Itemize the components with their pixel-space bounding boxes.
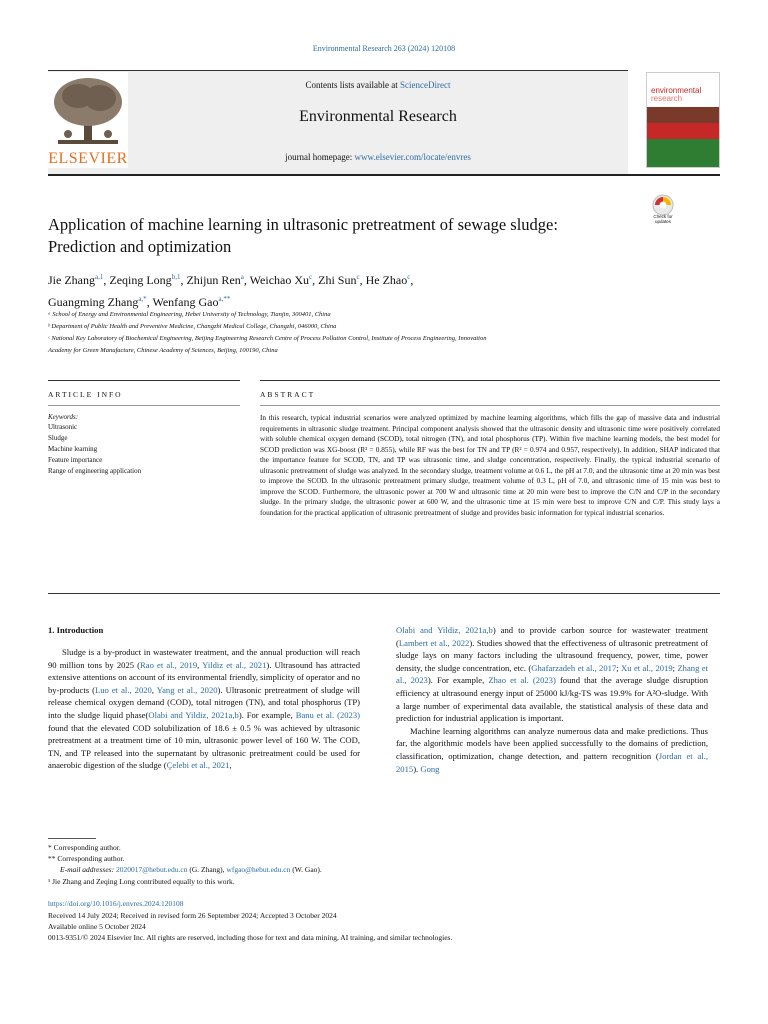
author-name[interactable]: He Zhao <box>365 273 408 287</box>
citation-link[interactable]: Lambert et al., 2022 <box>398 637 470 648</box>
citation-link[interactable]: Zhao et al. (2023) <box>488 675 556 686</box>
body-text: ). Studies showed that the effectiveness of ultrasonic pretreatment of sludge lays on many factors including the ultrasound frequency, power, time, power density, the sludge concentration, etc. ( <box>396 637 708 673</box>
author-name[interactable]: Wenfang Gao <box>152 295 219 309</box>
keywords-label: Keywords: <box>48 413 79 421</box>
citation-link[interactable]: Gong <box>420 763 440 774</box>
article-info-top-rule <box>48 380 240 381</box>
header-top-rule <box>48 70 628 71</box>
received-dates: Received 14 July 2024; Received in revised form 26 September 2024; Accepted 3 October 2024 <box>48 911 337 920</box>
author-separator: , <box>146 295 153 309</box>
author-separator: , <box>243 273 250 287</box>
intro-paragraph-2 <box>396 725 708 775</box>
body-text: , <box>151 684 157 695</box>
journal-name: Environmental Research <box>299 108 457 125</box>
author-affiliation-marker[interactable]: c <box>356 273 360 281</box>
author-name[interactable]: Weichao Xu <box>249 273 310 287</box>
citation-link[interactable]: Olabi and Yildiz, 2021a,b <box>396 625 493 635</box>
author-name[interactable]: Zhi Sun <box>318 273 357 287</box>
citation-link[interactable]: Jordan et al., 2015 <box>396 750 708 774</box>
body-text: found that the elevated COD solubilization of 18.6 ± 0.5 % was achieved by ultrasonic pretreatment at a treatment time of 10 min, ultrasonic power level of 160 W. The COD, TN, and TP released into the supernatant by ultrasonic pretreatment could be used for anaerobic digestion of the sludge ( <box>48 722 360 771</box>
keyword-item: Machine learning <box>48 445 98 453</box>
corresponding-author-1: * Corresponding author. <box>48 843 121 852</box>
affiliation-a: ᵃ School of Energy and Environmental Engineering, Hebei University of Technology, Tianjin, 300401, China <box>48 311 331 318</box>
email-owner-gao: (W. Gao). <box>290 865 322 874</box>
citation-link[interactable]: Banu et al. (2023) <box>295 709 360 720</box>
introduction-heading: 1. Introduction <box>48 625 104 635</box>
body-text: found that the average sludge disruption efficiency at ultrasound energy input of 25000 kJ/kg-TS was 19.9% for A²O-sludge. With a large number of experimental data available, the statistical analysis of these data and prediction for industrial application is important. <box>396 675 708 724</box>
homepage-line <box>128 152 628 162</box>
tree-logo-icon <box>48 72 128 152</box>
citation-link[interactable]: Luo et al., 2020 <box>94 684 152 695</box>
author-affiliation-marker[interactable]: a,** <box>218 295 231 303</box>
body-text: Sludge is a by-product in wastewater treatment, and the annual production will reach 90 million tons by 2025 ( <box>48 647 360 670</box>
email-owner-zhang: (G. Zhang), <box>187 865 227 874</box>
abstract-top-rule <box>260 380 720 381</box>
affiliation-b: ᵇ Department of Public Health and Preventive Medicine, Changzhi Medical College, Changzhi, 046000, China <box>48 323 337 330</box>
author-affiliation-marker[interactable]: a <box>240 273 244 281</box>
body-text: ). For example, <box>238 709 296 720</box>
author-affiliation-marker[interactable]: c <box>407 273 411 281</box>
homepage-link[interactable]: www.elsevier.com/locate/envres <box>354 152 471 162</box>
email-link-gao[interactable]: wfgao@hebut.edu.cn <box>226 865 291 874</box>
affiliation-c-continued: Academy for Green Manufacture, Chinese Academy of Sciences, Beijing, 100190, China <box>48 347 278 354</box>
citation-link[interactable]: Olabi and Yildiz, 2021a,b <box>148 709 239 720</box>
article-title: Application of machine learning in ultrasonic pretreatment of sewage sludge: Prediction and optimization <box>48 215 558 256</box>
sciencedirect-link[interactable]: ScienceDirect <box>400 80 451 90</box>
homepage-prefix: journal homepage: <box>285 152 355 162</box>
check-updates-label: Check for updates <box>653 214 673 224</box>
citation-link[interactable]: Rao et al., 2019 <box>140 659 198 670</box>
header-bottom-rule <box>48 174 720 176</box>
citation-link[interactable]: Xu et al., 2019 <box>621 662 673 673</box>
email-link-zhang[interactable]: 2020017@hebut.edu.cn <box>115 865 188 874</box>
body-text: ; <box>616 662 622 673</box>
body-text: ). <box>413 763 421 774</box>
body-text: ). Ultrasonic pretreatment of sludge will release chemical oxygen demand (COD), total nitrogen (TN), and total phosphorus (TP) into the sludge liquid phase( <box>48 684 360 720</box>
body-text: ) and to provide carbon source for wastewater treatment ( <box>396 625 708 648</box>
abstract-text: In this research, typical industrial scenarios were analyzed optimized by machine learning algorithms, which fills the gap of massive data and industrial requirements in ultrasonic sludge treatment. Principal component analysis showed that the ultrasonic density and ultrasonic time were positively correlated with soluble chemical oxygen demand (SCOD), total nitrogen (TN), and total phosphorus (TP). Within five machine learning models, the best model for SCOD prediction was XG-boost (R² = 0.855), while RF was the best for TN and TP (R² = 0.974 and 0.957, respectively). In addition, SHAP indicated that the importance feature for SCOD, TN, and TP was ultrasonic time, and sludge concentration, respectively. Finally, the typical industrial scenario of ultrasonic pretreatment of sludge was analyzed. In the secondary sludge, treatment volume at 0.6 L, the pH at 7.0, and the ultrasonic time at 20 min was best to improve the SCOD. In the ultrasonic pretreatment primary sludge, treatment volume of 0.3 L, pH of 7.0, and ultrasonic time of 15 min was best to improve the SCOD. Furthermore, the ultrasonic power at 700 W and ultrasonic time at 20 min were best to improve the C/N and C/P in the secondary sludge. In the primary sludge, the ultrasonic power at 600 W, and the ultrasonic time at 15 min were best to improve C/N and C/P. This study lays a foundation for the practical application of ultrasonic pretreatment of sludge and provides basic information for typical industrial scenarios. <box>260 413 720 517</box>
contents-prefix: Contents lists available at <box>305 80 400 90</box>
keyword-item: Feature importance <box>48 456 103 464</box>
body-column-right <box>396 624 708 775</box>
cover-band-green <box>647 139 720 168</box>
body-text: ). Ultrasound has attracted extensive attentions on account of its environmental friendly, simplicity of operator and no by-products ( <box>48 659 361 695</box>
body-text: ; <box>672 662 678 673</box>
body-text: , <box>229 760 232 771</box>
citation-link[interactable]: Yildiz et al., 2021 <box>202 659 267 670</box>
intro-paragraph-1-continued <box>396 624 708 725</box>
body-text: Machine learning algorithms can analyze numerous data and make predictions. Thus far, the algorithmic models have been applied successfully to the domains of prediction, classification, optimization, change detection, and pattern recognition ( <box>396 725 708 761</box>
author-name[interactable]: Zeqing Long <box>109 273 172 287</box>
available-online-date: Available online 5 October 2024 <box>48 922 146 931</box>
article-info-heading: ARTICLE INFO <box>48 390 123 399</box>
corresponding-author-2: ** Corresponding author. <box>48 854 125 863</box>
author-affiliation-marker[interactable]: a,1 <box>95 273 104 281</box>
journal-cover-thumbnail[interactable] <box>646 72 720 168</box>
author-separator: , <box>312 273 319 287</box>
cover-title <box>651 87 701 103</box>
doi-link[interactable]: https://doi.org/10.1016/j.envres.2024.120108 <box>48 899 184 908</box>
abstract-bottom-rule <box>48 593 720 594</box>
author-name[interactable]: Zhijun Ren <box>186 273 241 287</box>
keyword-item: Sludge <box>48 434 68 442</box>
footnote-rule <box>48 838 96 839</box>
keyword-item: Ultrasonic <box>48 423 78 431</box>
article-info-sub-rule <box>48 405 240 406</box>
cover-title-line2: research <box>651 94 683 103</box>
author-separator: , <box>410 273 414 287</box>
cover-band-brown <box>647 107 720 123</box>
author-affiliation-marker[interactable]: b,1 <box>171 273 181 281</box>
citation-link[interactable]: Yang et al., 2020 <box>156 684 218 695</box>
copyright-line: 0013-9351/© 2024 Elsevier Inc. All rights are reserved, including those for text and data mining, AI training, and similar technologies. <box>48 933 453 942</box>
citation-link[interactable]: Ghafarzadeh et al., 2017 <box>531 662 617 673</box>
abstract-heading: ABSTRACT <box>260 390 316 399</box>
body-text: , <box>197 659 203 670</box>
contents-line <box>128 80 628 90</box>
citation-link[interactable]: Zhang et al., 2023 <box>396 662 708 686</box>
equal-contribution-note: ¹ Jie Zhang and Zeqing Long contributed equally to this work. <box>48 877 235 886</box>
author-separator: , <box>359 273 366 287</box>
author-name[interactable]: Guangming Zhang <box>48 295 139 309</box>
abstract-sub-rule <box>260 405 720 406</box>
keyword-item: Range of engineering application <box>48 467 142 475</box>
author-separator: , <box>103 273 110 287</box>
affiliation-c: ᶜ National Key Laboratory of Biochemical Engineering, Beijing Engineering Research Centre of Process Pollution Control, Institute of Process Engineering, Innovation <box>48 335 487 342</box>
author-affiliation-marker[interactable]: a,* <box>138 295 147 303</box>
elsevier-wordmark: ELSEVIER <box>48 150 128 167</box>
email-label: E-mail addresses: <box>60 865 116 874</box>
author-affiliation-marker[interactable]: c <box>309 273 313 281</box>
author-separator: , <box>180 273 187 287</box>
body-text: ). For example, <box>427 675 489 686</box>
author-list <box>48 268 648 312</box>
cover-title-line1: environmental <box>651 86 702 95</box>
cover-top-band <box>647 73 720 81</box>
citation-link[interactable]: Çelebi et al., 2021 <box>166 760 230 771</box>
journal-reference[interactable]: Environmental Research 263 (2024) 120108 <box>312 44 456 53</box>
intro-paragraph-1 <box>48 646 360 772</box>
email-addresses <box>48 864 720 875</box>
cover-band-red <box>647 123 720 139</box>
check-updates-icon <box>648 194 678 216</box>
body-column-left <box>48 646 360 772</box>
author-name[interactable]: Jie Zhang <box>48 273 95 287</box>
